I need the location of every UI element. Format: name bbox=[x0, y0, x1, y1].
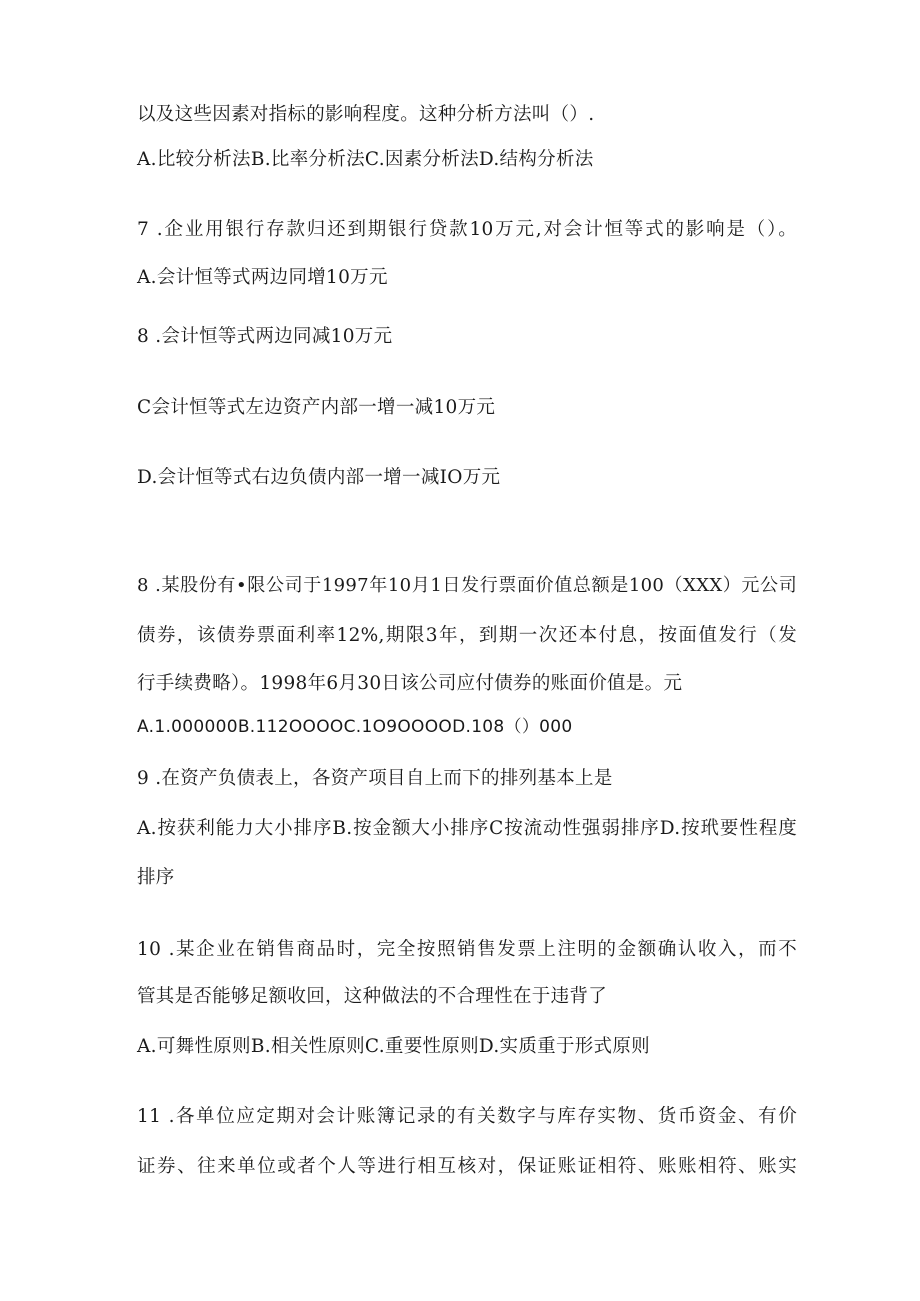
text-line-q8-stem-2: 债券，该债券票面利率12%,期限3年，到期一次还本付息，按面值发行（发 bbox=[137, 625, 797, 646]
text-line-q9-options-1: A.按获利能力大小排序B.按金额大小排序C按流动性强弱排序D.按玳要性程度 bbox=[137, 818, 797, 839]
text-line-q10-options: A.可舞性原则B.相关性原则C.重要性原则D.实质重于形式原则 bbox=[137, 1036, 650, 1057]
text-line-q9-options-2: 排序 bbox=[137, 867, 175, 888]
text-line-q9-stem: 9 .在资产负债表上，各资产项目自上而下的排列基本上是 bbox=[137, 768, 613, 789]
text-line-q6-stem-end: 以及这些因素对指标的影响程度。这种分析方法叫（）. bbox=[137, 104, 595, 125]
text-line-q7-stem: 7 .企业用银行存款归还到期银行贷款10万元,对会计恒等式的影响是（）。 bbox=[137, 219, 797, 240]
text-line-q8-stem-3: 行手续费略）。1998年6月30日该公司应付债券的账面价值是。元 bbox=[137, 673, 683, 694]
text-line-q10-stem-1: 10 .某企业在销售商品时，完全按照销售发票上注明的金额确认收入，而不 bbox=[137, 939, 797, 960]
text-line-q7-option-a: A.会计恒等式两边同增10万元 bbox=[137, 267, 388, 288]
text-line-q8-stem-1: 8 .某股份有•限公司于1997年10月1日发行票面价值总额是100（XXX）元公司 bbox=[137, 575, 797, 596]
text-line-q8-options: A.1.000000B.112OOOOC.1O9OOOOD.108（）000 bbox=[137, 717, 573, 737]
text-line-q11-stem-2: 证券、往来单位或者个人等进行相互核对，保证账证相符、账账相符、账实 bbox=[137, 1156, 797, 1177]
text-line-q7-option-b: 8 .会计恒等式两边同减10万元 bbox=[137, 326, 393, 347]
text-line-q7-option-d: D.会计恒等式右边负债内部一增一减IO万元 bbox=[137, 467, 501, 488]
text-line-q6-options: A.比较分析法B.比率分析法C.因素分析法D.结构分析法 bbox=[137, 149, 594, 170]
text-line-q11-stem-1: 11 .各单位应定期对会计账簿记录的有关数字与库存实物、货币资金、有价 bbox=[137, 1106, 797, 1127]
text-line-q7-option-c: C会计恒等式左边资产内部一增一减10万元 bbox=[137, 397, 496, 418]
text-line-q10-stem-2: 管其是否能够足额收回，这种做法的不合理性在于违背了 bbox=[137, 986, 608, 1007]
